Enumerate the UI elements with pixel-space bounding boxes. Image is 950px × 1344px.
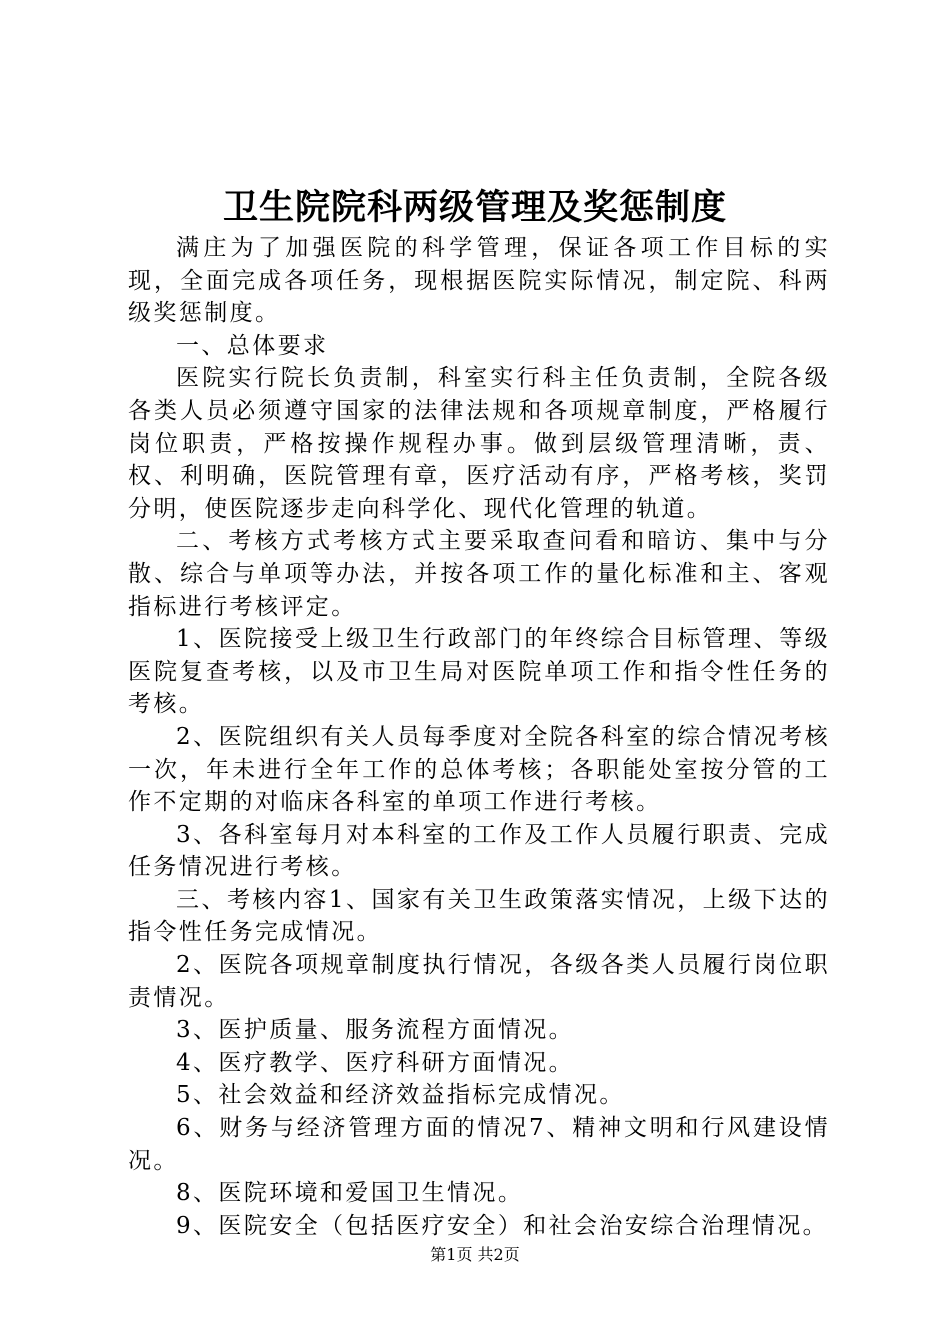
paragraph-content-5: 5、社会效益和经济效益指标完成情况。: [176, 1082, 625, 1109]
paragraph-section-1-heading: 一、总体要求: [176, 332, 329, 359]
paragraph-content-4: 4、医疗教学、医疗科研方面情况。: [176, 1049, 575, 1076]
paragraph-section-1-body: 医院实行院长负责制，科室实行科主任负责制，全院各级各类人员必须遵守国家的法律法规和各项规章制度，严格履行岗位职责，严格按操作规程办事。做到层级管理清晰，责、权、利明确，医院管理有章，医疗活动有序，严格考核，奖罚分明，使医院逐步走向科学化、现代化管理的轨道。: [128, 365, 830, 522]
paragraph-section-3: 三、考核内容1、国家有关卫生政策落实情况，上级下达的指令性任务完成情况。: [128, 886, 830, 946]
paragraph-item-2: 2、医院组织有关人员每季度对全院各科室的综合情况考核一次，年未进行全年工作的总体考核；各职能处室按分管的工作不定期的对临床各科室的单项工作进行考核。: [128, 723, 830, 816]
paragraph-content-8: 8、医院环境和爱国卫生情况。: [176, 1180, 524, 1207]
paragraph-content-6-7: 6、财务与经济管理方面的情况7、精神文明和行风建设情况。: [128, 1115, 830, 1174]
page-number: 第1页 共2页: [430, 1245, 520, 1264]
paragraph-item-1: 1、医院接受上级卫生行政部门的年终综合目标管理、等级医院复查考核，以及市卫生局对医院单项工作和指令性任务的考核。: [128, 626, 830, 718]
paragraph-section-2: 二、考核方式考核方式主要采取查问看和暗访、集中与分散、综合与单项等办法，并按各项工作的量化标准和主、客观指标进行考核评定。: [128, 528, 830, 620]
paragraph-content-9: 9、医院安全（包括医疗安全）和社会治安综合治理情况。: [176, 1212, 829, 1239]
document-body: [128, 232, 830, 1242]
document-title: 卫生院院科两级管理及奖惩制度: [222, 187, 727, 228]
paragraph-content-2: 2、医院各项规章制度执行情况，各级各类人员履行岗位职责情况。: [128, 952, 830, 1011]
paragraph-item-3: 3、各科室每月对本科室的工作及工作人员履行职责、完成任务情况进行考核。: [128, 821, 830, 881]
paragraph-content-3: 3、医护质量、服务流程方面情况。: [176, 1017, 575, 1044]
paragraph-intro: 满庄为了加强医院的科学管理，保证各项工作目标的实现，全面完成各项任务，现根据医院实际情况，制定院、科两级奖惩制度。: [128, 235, 830, 327]
